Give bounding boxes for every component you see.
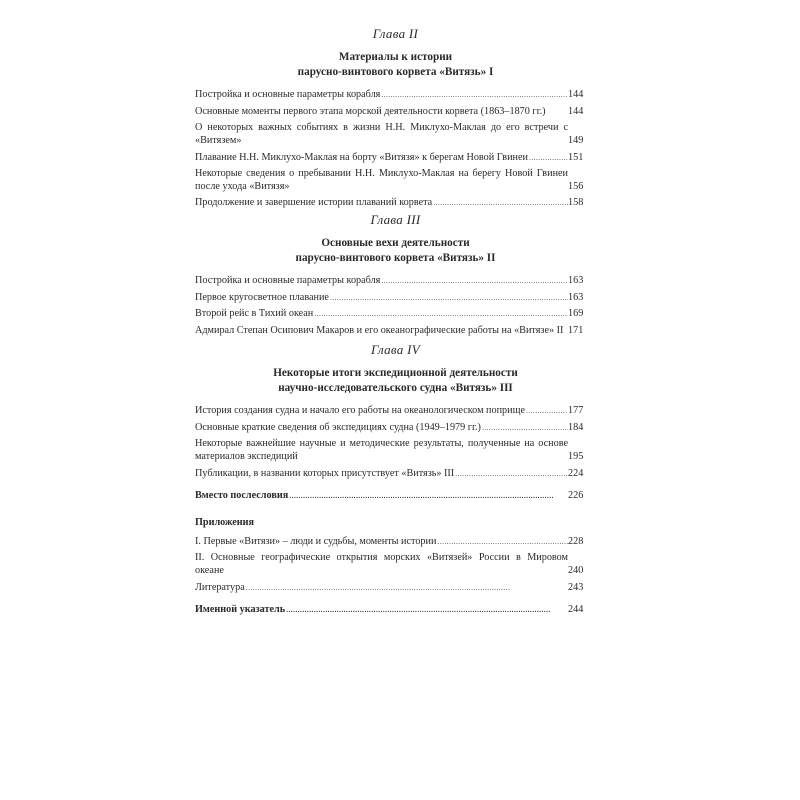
entry-text: I. Первые «Витязи» – люди и судьбы, моменты истории — [195, 535, 437, 547]
toc-entry[interactable] — [195, 468, 596, 481]
chapter-title — [195, 366, 596, 396]
page-number: 228 — [568, 535, 584, 547]
entry-text: Литература — [195, 581, 245, 593]
entry-text: Именной указатель — [195, 604, 286, 616]
entry-text: Вместо послесловия — [195, 490, 289, 502]
toc-entry[interactable] — [195, 275, 596, 288]
chapter-number: Глава III — [370, 212, 421, 227]
entry-text: Первое кругосветное плавание — [195, 291, 329, 303]
appendices-heading: Приложения — [195, 516, 255, 528]
chapter-4 — [195, 342, 596, 621]
entry-text: II. Основные географические открытия морских «Витязей» России в Мировом океане — [195, 552, 568, 576]
page-number: 144 — [568, 105, 584, 117]
chapter-3 — [195, 212, 596, 342]
chapter-title-line: парусно-винтового корвета «Витязь» I — [297, 66, 494, 78]
entry-text: Адмирал Степан Осипович Макаров и его океанографические работы на «Витязе» II — [195, 325, 564, 337]
entry-text: Некоторые сведения о пребывании Н.Н. Миклухо-Маклая на берегу Новой Гвинеи после ухода «Витязя» — [195, 168, 568, 192]
chapter-title-line: Материалы к истории — [338, 51, 453, 63]
toc-entry[interactable] — [195, 168, 596, 193]
toc-entry[interactable] — [195, 292, 596, 305]
page-number: 224 — [568, 467, 584, 479]
entry-text: История создания судна и начало его работы на океанологическом поприще — [195, 405, 525, 416]
toc-entry-name-index[interactable] — [195, 604, 596, 617]
chapter-title-line: парусно-винтового корвета «Витязь» II — [295, 252, 496, 264]
page-number: 243 — [568, 581, 584, 593]
page-number: 158 — [568, 197, 584, 209]
toc-entry[interactable] — [195, 152, 596, 165]
chapter-number: Глава II — [372, 26, 419, 41]
page-number: 195 — [568, 450, 584, 462]
entry-text: Основные краткие сведения об экспедициях судна (1949–1979 гг.) — [195, 421, 481, 433]
page-number: 171 — [568, 325, 584, 337]
toc-entry[interactable] — [195, 325, 596, 338]
chapter-title — [195, 236, 596, 266]
entry-text: Основные моменты первого этапа морской деятельности корвета (1863–1870 гг.) — [195, 105, 546, 117]
toc-entry[interactable] — [195, 122, 596, 147]
entry-text: Постройка и основные параметры корабля — [195, 89, 381, 100]
page-number: 163 — [568, 275, 584, 286]
page-number: 177 — [568, 405, 584, 416]
page-number: 149 — [568, 134, 584, 146]
toc-entry[interactable] — [195, 308, 596, 321]
page-number: 156 — [568, 180, 584, 192]
chapter-title — [195, 50, 596, 80]
toc-entry-afterword[interactable] — [195, 490, 596, 503]
toc-entry[interactable] — [195, 405, 596, 418]
page-number: 144 — [568, 89, 584, 100]
entry-text: Продолжение и завершение истории плаваний корвета — [195, 197, 433, 209]
toc-entry[interactable] — [195, 536, 596, 549]
entry-text: Публикации, в названии которых присутствует «Витязь» III — [195, 467, 455, 479]
toc-entry[interactable] — [195, 582, 596, 595]
toc-entry[interactable] — [195, 197, 596, 210]
toc-entry[interactable] — [195, 106, 596, 119]
toc-entry[interactable] — [195, 89, 596, 102]
entry-text: Второй рейс в Тихий океан — [195, 308, 314, 320]
page-number: 240 — [568, 564, 584, 576]
entry-text: Некоторые важнейшие научные и методические результаты, полученные на основе материалов экспедиций — [195, 438, 568, 462]
entry-text: Плавание Н.Н. Миклухо-Маклая на борту «Витязя» к берегам Новой Гвинеи — [195, 151, 528, 163]
entry-text: О некоторых важных событиях в жизни Н.Н. Миклухо-Маклая до его встречи с «Витязем» — [195, 122, 568, 146]
page-number: 151 — [568, 151, 584, 163]
chapter-title-line: Основные вехи деятельности — [321, 237, 470, 249]
toc-entry[interactable] — [195, 552, 596, 577]
chapter-2 — [195, 26, 596, 214]
chapter-number: Глава IV — [370, 342, 420, 357]
chapter-title-line: Некоторые итоги экспедиционной деятельности — [273, 367, 518, 379]
page-number: 226 — [568, 490, 584, 502]
entry-text: Постройка и основные параметры корабля — [195, 275, 381, 286]
toc-entry[interactable] — [195, 422, 596, 435]
page-number: 244 — [568, 604, 584, 616]
toc-entry[interactable] — [195, 438, 596, 463]
page-number: 163 — [568, 291, 584, 303]
page-number: 169 — [568, 308, 584, 320]
page-number: 184 — [568, 421, 584, 433]
chapter-title-line: научно-исследовательского судна «Витязь» III — [278, 382, 513, 394]
